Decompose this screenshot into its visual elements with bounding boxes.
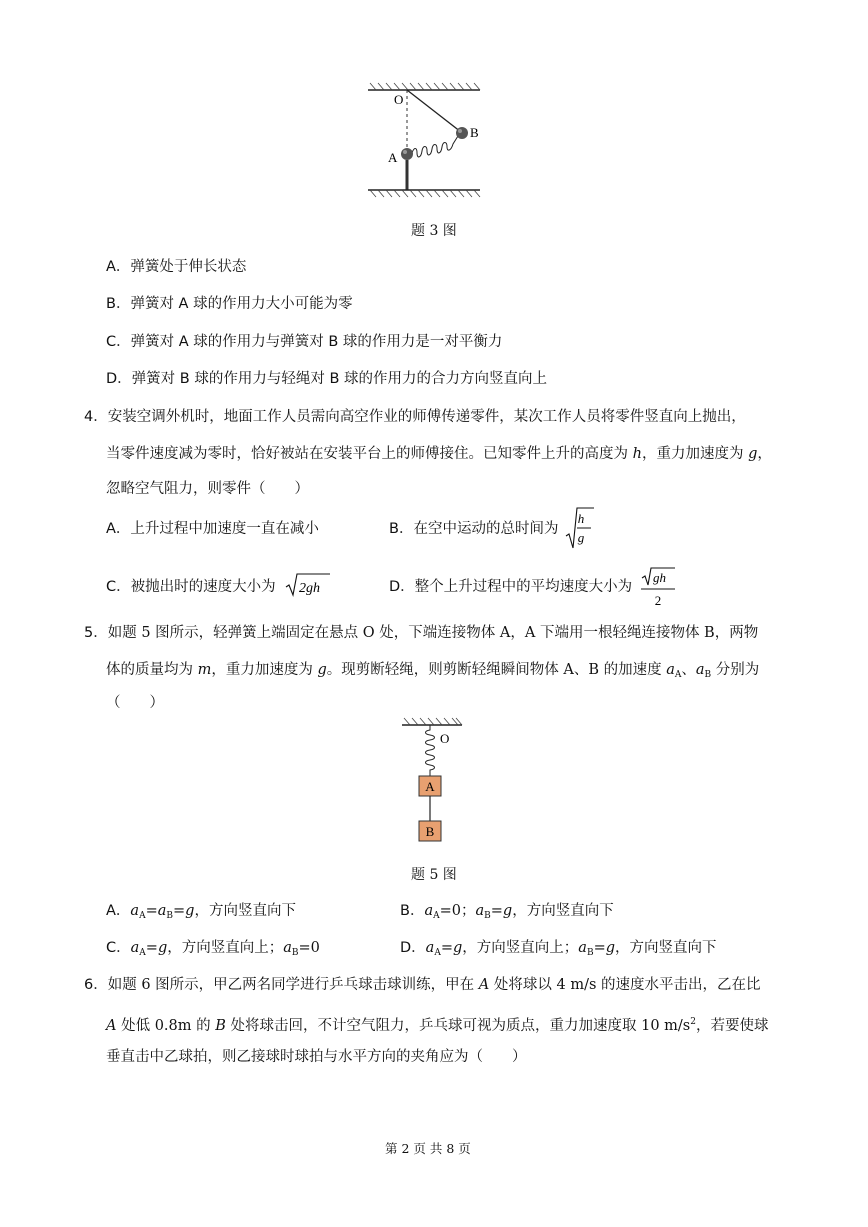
q4-number: 4． xyxy=(84,409,108,425)
q4-radical-c: 2gh xyxy=(299,581,320,596)
q4-line-3: 忽略空气阻力，则零件（ ） xyxy=(106,481,309,497)
q3-option-a[interactable]: A．弹簧处于伸长状态 xyxy=(106,259,247,275)
q5-line-2: 体的质量均为 m，重力加速度为 g。现剪断轻绳，则剪断轻绳瞬间物体 A、B 的加速度 $a_A$、$a_B$ 分别为 xyxy=(106,662,760,680)
q4-option-c-formula xyxy=(285,572,331,598)
q4-option-b-formula xyxy=(565,506,595,552)
q6-number: 6． xyxy=(84,977,108,993)
q3-option-c[interactable]: C．弹簧对 A 球的作用力与弹簧对 B 球的作用力是一对平衡力 xyxy=(106,334,503,350)
q4-option-c[interactable]: C．被抛出时的速度大小为 xyxy=(106,579,276,595)
q5-option-d[interactable]: D．$a_A=g$，方向竖直向上；$a_B=g$，方向竖直向下 xyxy=(400,940,717,958)
q4-option-b[interactable]: B．在空中运动的总时间为 xyxy=(389,521,559,537)
fig5-label-b: B xyxy=(425,824,435,839)
q5-line-1: 5．如题 5 图所示，轻弹簧上端固定在悬点 O 处，下端连接物体 A，A 下端用一根轻绳连接物体 B，两物 xyxy=(84,625,759,641)
fig3-label-b: B xyxy=(470,125,479,140)
q3-option-b[interactable]: B．弹簧对 A 球的作用力大小可能为零 xyxy=(106,296,353,312)
q3-option-d[interactable]: D．弹簧对 B 球的作用力与轻绳对 B 球的作用力的合力方向竖直向上 xyxy=(106,371,548,387)
q6-line-3: 垂直击中乙球拍，则乙接球时球拍与水平方向的夹角应为（ ） xyxy=(106,1049,527,1065)
q4-frac-denominator: g xyxy=(577,530,585,545)
figure-5-caption: 题 5 图 xyxy=(411,867,457,883)
page-footer: 第 2 页 共 8 页 xyxy=(385,1141,471,1156)
q4-denominator-d: 2 xyxy=(654,593,662,608)
q4-line-1: 4．安装空调外机时，地面工作人员需向高空作业的师傅传递零件，某次工作人员将零件竖直向上抛出， xyxy=(84,409,746,425)
q5-option-b[interactable]: B．$a_A=0$；$a_B=g$，方向竖直向下 xyxy=(400,903,614,921)
fig5-label-a: A xyxy=(425,779,435,794)
q4-option-d[interactable]: D．整个上升过程中的平均速度大小为 xyxy=(389,579,633,595)
fig3-label-o: O xyxy=(394,92,404,107)
q4-radical-d: gh xyxy=(653,570,666,585)
q4-option-d-formula xyxy=(641,566,677,610)
q4-option-a[interactable]: A．上升过程中加速度一直在减小 xyxy=(106,521,319,537)
q5-number: 5． xyxy=(84,625,108,641)
q6-line-1: 6．如题 6 图所示，甲乙两名同学进行乒乓球击球训练，甲在 A 处将球以 4 m/s 的速度水平击出，乙在比 xyxy=(84,977,761,993)
fig3-label-a: A xyxy=(388,150,398,165)
figure-5 xyxy=(400,716,466,848)
q4-line-2: 当零件速度减为零时，恰好被站在安装平台上的师傅接住。已知零件上升的高度为 h，重力加速度为 g， xyxy=(106,446,772,462)
q4-frac-numerator: h xyxy=(577,511,585,526)
fig5-label-o: O xyxy=(440,731,450,746)
q5-option-a[interactable]: A．$a_A=a_B=g$，方向竖直向下 xyxy=(106,903,296,921)
q5-line-3: （ ） xyxy=(106,695,164,711)
figure-3 xyxy=(360,80,500,200)
q6-line-2: A 处低 0.8m 的 B 处将球击回，不计空气阻力，乒乓球可视为质点，重力加速度取 10 $m/s^2$，若要使球 xyxy=(106,1017,769,1034)
figure-3-caption: 题 3 图 xyxy=(411,223,457,239)
q5-option-c[interactable]: C．$a_A=g$，方向竖直向上；$a_B=0$ xyxy=(106,940,320,958)
